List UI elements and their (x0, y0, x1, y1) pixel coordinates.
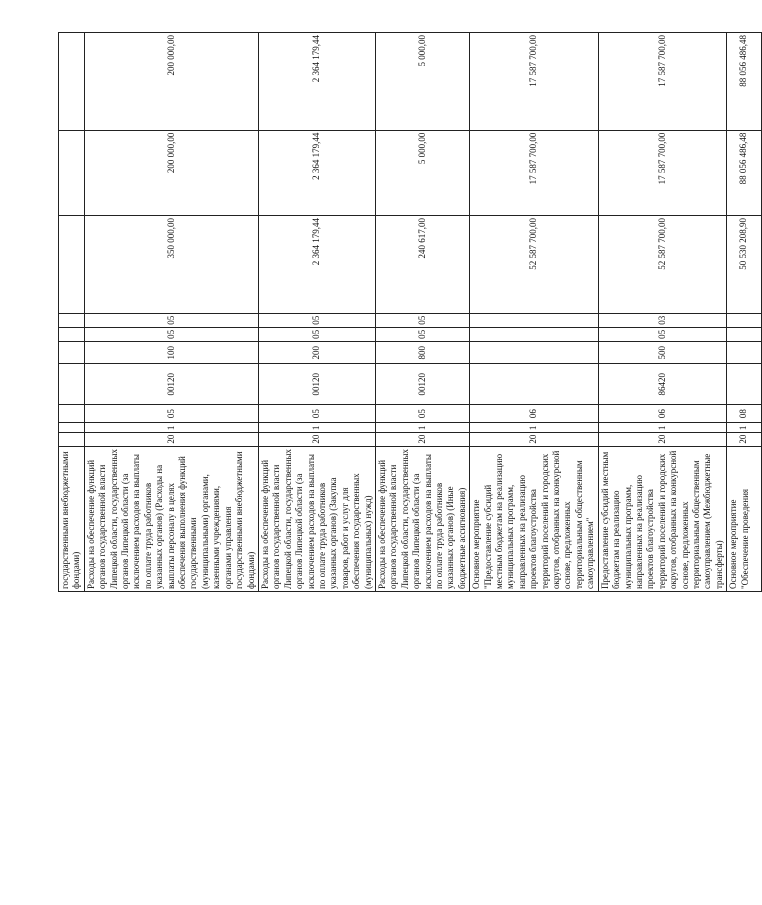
amount-year-1: 240 617,00 (375, 216, 469, 314)
code-subprogram: 1 (375, 423, 469, 433)
row-name: Основное мероприятие "Предоставление субсидий местным бюджетам на реализацию муниципальных программ, направленных на реализацию проектов благоустройства территорий поселений и городских округов, отобранных на конкурсной основе, предложенных территориальным общественным самоуправлением" (470, 446, 598, 591)
code-subprogram: 1 (598, 423, 726, 433)
code-section: 05 (375, 327, 469, 341)
rotated-page-area (58, 32, 750, 592)
code-direction: 00120 (375, 364, 469, 405)
amount-year-1 (59, 216, 85, 314)
code-program: 20 (598, 433, 726, 446)
table-row (470, 33, 598, 592)
code-subsection: 05 (258, 313, 375, 327)
code-main-event: 08 (727, 405, 762, 423)
code-expense-type (59, 342, 85, 364)
code-main-event (59, 405, 85, 423)
code-subsection (470, 313, 598, 327)
code-subprogram (59, 423, 85, 433)
code-subsection (727, 313, 762, 327)
amount-year-1: 52 587 700,00 (470, 216, 598, 314)
amount-year-1: 50 530 208,90 (727, 216, 762, 314)
amount-year-3: 200 000,00 (84, 33, 258, 131)
table-row (598, 33, 726, 592)
code-program: 20 (727, 433, 762, 446)
amount-year-3: 88 056 486,48 (727, 33, 762, 131)
table-row (258, 33, 375, 592)
amount-year-3: 17 587 700,00 (598, 33, 726, 131)
code-subprogram: 1 (258, 423, 375, 433)
code-section (470, 327, 598, 341)
code-section: 05 (84, 327, 258, 341)
code-expense-type: 500 (598, 342, 726, 364)
rotated-budget-table-wrapper (58, 32, 750, 592)
row-name: Расходы на обеспечение функций органов государственной власти Липецкой области, государственных органов Липецкой области (за исключением расходов на выплаты по оплате труда работников указанных органов) (Закупка товаров, работ и услуг для обеспечения государственных (муниципальных) нужд) (258, 446, 375, 591)
code-subsection: 03 (598, 313, 726, 327)
code-program (59, 433, 85, 446)
code-direction: 86420 (598, 364, 726, 405)
amount-year-2 (59, 130, 85, 215)
row-name: Предоставление субсидий местным бюджетам на реализацию муниципальных программ, направленных на реализацию проектов благоустройства территорий поселений и городских округов, отобранных на конкурсной основе, предложенных территориальным общественным самоуправлением (Межбюджетные трансферты) (598, 446, 726, 591)
table-row (84, 33, 258, 592)
code-direction (470, 364, 598, 405)
code-section: 05 (598, 327, 726, 341)
code-program: 20 (375, 433, 469, 446)
code-subprogram: 1 (84, 423, 258, 433)
code-main-event: 05 (258, 405, 375, 423)
amount-year-3: 2 364 179,44 (258, 33, 375, 131)
table-row (59, 33, 85, 592)
code-direction: 00120 (84, 364, 258, 405)
code-expense-type: 200 (258, 342, 375, 364)
code-subsection: 05 (375, 313, 469, 327)
code-subprogram: 1 (727, 423, 762, 433)
amount-year-3: 5 000,00 (375, 33, 469, 131)
code-subprogram: 1 (470, 423, 598, 433)
code-expense-type: 100 (84, 342, 258, 364)
amount-year-1: 52 587 700,00 (598, 216, 726, 314)
code-program: 20 (258, 433, 375, 446)
amount-year-3 (59, 33, 85, 131)
amount-year-3: 17 587 700,00 (470, 33, 598, 131)
code-direction (59, 364, 85, 405)
row-name: государственными внебюджетными фондами) (59, 446, 85, 591)
row-name: Основное мероприятие "Обеспечение проведения (727, 446, 762, 591)
amount-year-2: 200 000,00 (84, 130, 258, 215)
amount-year-2: 2 364 179,44 (258, 130, 375, 215)
code-main-event: 05 (84, 405, 258, 423)
code-direction: 00120 (258, 364, 375, 405)
table-row (727, 33, 762, 592)
amount-year-1: 350 000,00 (84, 216, 258, 314)
code-expense-type (470, 342, 598, 364)
code-program: 20 (84, 433, 258, 446)
code-expense-type: 800 (375, 342, 469, 364)
row-name: Расходы на обеспечение функций органов государственной власти Липецкой области, государственных органов Липецкой области (за исключением расходов на выплаты по оплате труда работников указанных органов) (Расходы на выплаты персоналу в целях обеспечения выполнения функций государственными (муниципальными) органами, казенными учреждениями, органами управления государственными внебюджетными фондами) (84, 446, 258, 591)
code-subsection: 05 (84, 313, 258, 327)
code-section: 05 (258, 327, 375, 341)
code-main-event: 06 (470, 405, 598, 423)
amount-year-2: 88 056 486,48 (727, 130, 762, 215)
code-section (59, 327, 85, 341)
budget-table (58, 32, 762, 592)
amount-year-2: 17 587 700,00 (470, 130, 598, 215)
code-main-event: 05 (375, 405, 469, 423)
amount-year-1: 2 364 179,44 (258, 216, 375, 314)
amount-year-2: 5 000,00 (375, 130, 469, 215)
row-name: Расходы на обеспечение функций органов государственной власти Липецкой области, государственных органов Липецкой области (за исключением расходов на выплаты по оплате труда работников указанных органов) (Иные бюджетные ассигнования) (375, 446, 469, 591)
amount-year-2: 17 587 700,00 (598, 130, 726, 215)
code-expense-type (727, 342, 762, 364)
code-program: 20 (470, 433, 598, 446)
table-row (375, 33, 469, 592)
code-section (727, 327, 762, 341)
code-direction (727, 364, 762, 405)
code-main-event: 06 (598, 405, 726, 423)
code-subsection (59, 313, 85, 327)
